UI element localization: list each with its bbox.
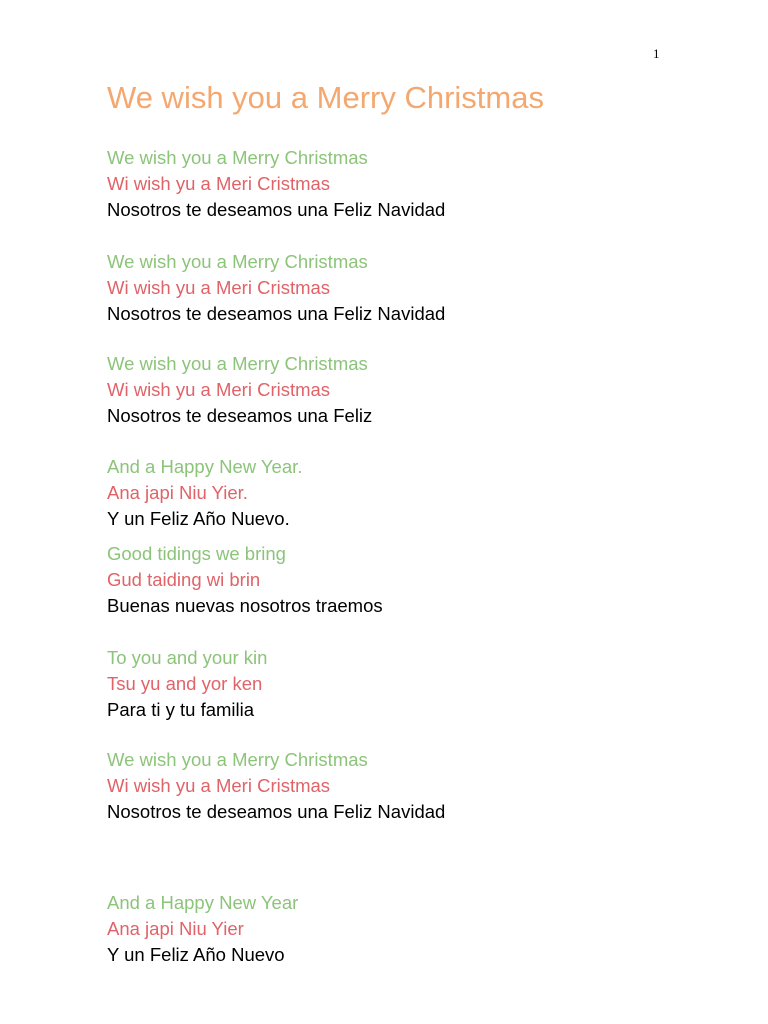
english-line: We wish you a Merry Christmas [107,353,368,374]
phonetic-line: Wi wish yu a Meri Cristmas [107,379,331,400]
stanza [107,541,383,619]
stanza [107,645,267,723]
english-line: We wish you a Merry Christmas [107,749,368,770]
song-title: We wish you a Merry Christmas [107,80,544,115]
spanish-line: Buenas nuevas nosotros traemos [107,595,383,616]
stanza [107,454,302,532]
english-line: We wish you a Merry Christmas [107,147,368,168]
phonetic-line: Gud taiding wi brin [107,569,261,590]
stanza [107,351,372,429]
page-number: 1 [653,46,660,61]
spanish-line: Nosotros te deseamos una Feliz [107,405,373,426]
spanish-line: Nosotros te deseamos una Feliz Navidad [107,801,446,822]
english-line: To you and your kin [107,647,268,668]
phonetic-line: Wi wish yu a Meri Cristmas [107,277,331,298]
spanish-line: Y un Feliz Año Nuevo [107,944,285,965]
stanza [107,145,445,223]
english-line: Good tidings we bring [107,543,286,564]
spanish-line: Nosotros te deseamos una Feliz Navidad [107,303,446,324]
spanish-line: Para ti y tu familia [107,699,255,720]
phonetic-line: Ana japi Niu Yier. [107,482,248,503]
phonetic-line: Wi wish yu a Meri Cristmas [107,173,331,194]
stanza [107,249,445,327]
phonetic-line: Wi wish yu a Meri Cristmas [107,775,331,796]
english-line: We wish you a Merry Christmas [107,251,368,272]
phonetic-line: Tsu yu and yor ken [107,673,263,694]
stanza [107,890,298,968]
english-line: And a Happy New Year. [107,456,303,477]
stanza [107,747,445,825]
phonetic-line: Ana japi Niu Yier [107,918,244,939]
english-line: And a Happy New Year [107,892,299,913]
spanish-line: Y un Feliz Año Nuevo. [107,508,290,529]
spanish-line: Nosotros te deseamos una Feliz Navidad [107,199,446,220]
